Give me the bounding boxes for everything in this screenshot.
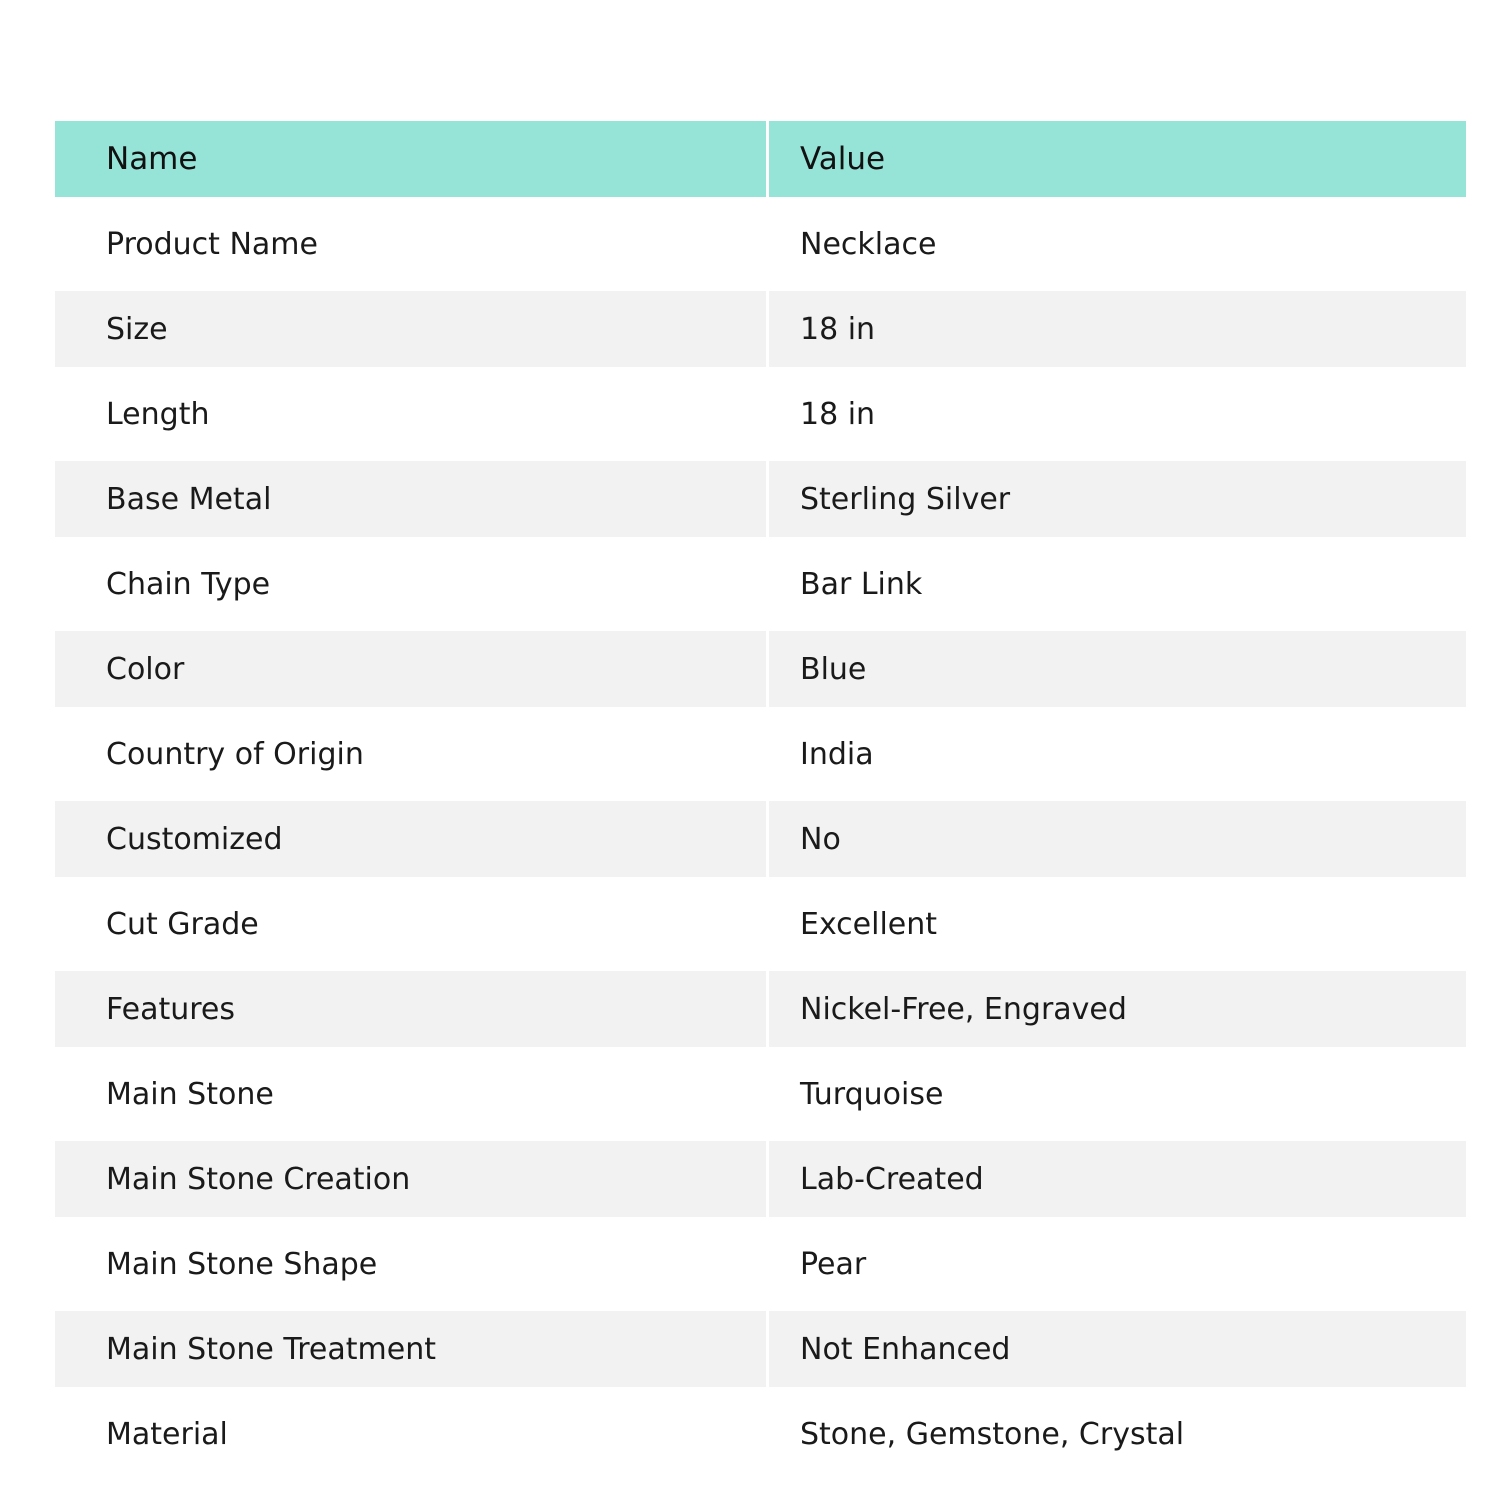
row-name-cell: Product Name — [55, 197, 766, 291]
row-value-cell: Stone, Gemstone, Crystal — [769, 1387, 1466, 1481]
row-value-cell: Bar Link — [769, 537, 1466, 631]
row-value-cell: Sterling Silver — [769, 461, 1466, 537]
row-name-cell: Main Stone Treatment — [55, 1311, 766, 1387]
row-value-cell: India — [769, 707, 1466, 801]
row-name-cell: Size — [55, 291, 766, 367]
table-row — [55, 461, 1466, 537]
table-row — [55, 877, 1466, 971]
row-value-cell: Nickel-Free, Engraved — [769, 971, 1466, 1047]
row-name-cell: Main Stone — [55, 1047, 766, 1141]
row-name-cell: Material — [55, 1387, 766, 1481]
row-name-cell: Base Metal — [55, 461, 766, 537]
row-name-cell: Color — [55, 631, 766, 707]
row-name-cell: Main Stone Shape — [55, 1217, 766, 1311]
row-value-cell: Pear — [769, 1217, 1466, 1311]
table-row — [55, 1047, 1466, 1141]
row-name-cell: Features — [55, 971, 766, 1047]
table-row — [55, 1311, 1466, 1387]
row-name-cell: Main Stone Creation — [55, 1141, 766, 1217]
row-value-cell: 18 in — [769, 291, 1466, 367]
table-row — [55, 1217, 1466, 1311]
spec-table — [55, 121, 1466, 1481]
row-name-cell: Cut Grade — [55, 877, 766, 971]
row-value-cell: Not Enhanced — [769, 1311, 1466, 1387]
row-name-cell: Customized — [55, 801, 766, 877]
table-row — [55, 631, 1466, 707]
table-row — [55, 707, 1466, 801]
row-value-cell: Blue — [769, 631, 1466, 707]
row-name-cell: Country of Origin — [55, 707, 766, 801]
row-value-cell: Excellent — [769, 877, 1466, 971]
row-value-cell: Turquoise — [769, 1047, 1466, 1141]
table-row — [55, 197, 1466, 291]
table-row — [55, 291, 1466, 367]
column-header-name: Name — [55, 121, 766, 197]
table-row — [55, 801, 1466, 877]
table-row — [55, 1141, 1466, 1217]
table-row — [55, 367, 1466, 461]
table-row — [55, 537, 1466, 631]
row-value-cell: Necklace — [769, 197, 1466, 291]
table-header-row — [55, 121, 1466, 197]
row-value-cell: 18 in — [769, 367, 1466, 461]
row-name-cell: Length — [55, 367, 766, 461]
table-row — [55, 1387, 1466, 1481]
row-value-cell: No — [769, 801, 1466, 877]
row-name-cell: Chain Type — [55, 537, 766, 631]
column-header-value: Value — [769, 121, 1466, 197]
table-row — [55, 971, 1466, 1047]
row-value-cell: Lab-Created — [769, 1141, 1466, 1217]
